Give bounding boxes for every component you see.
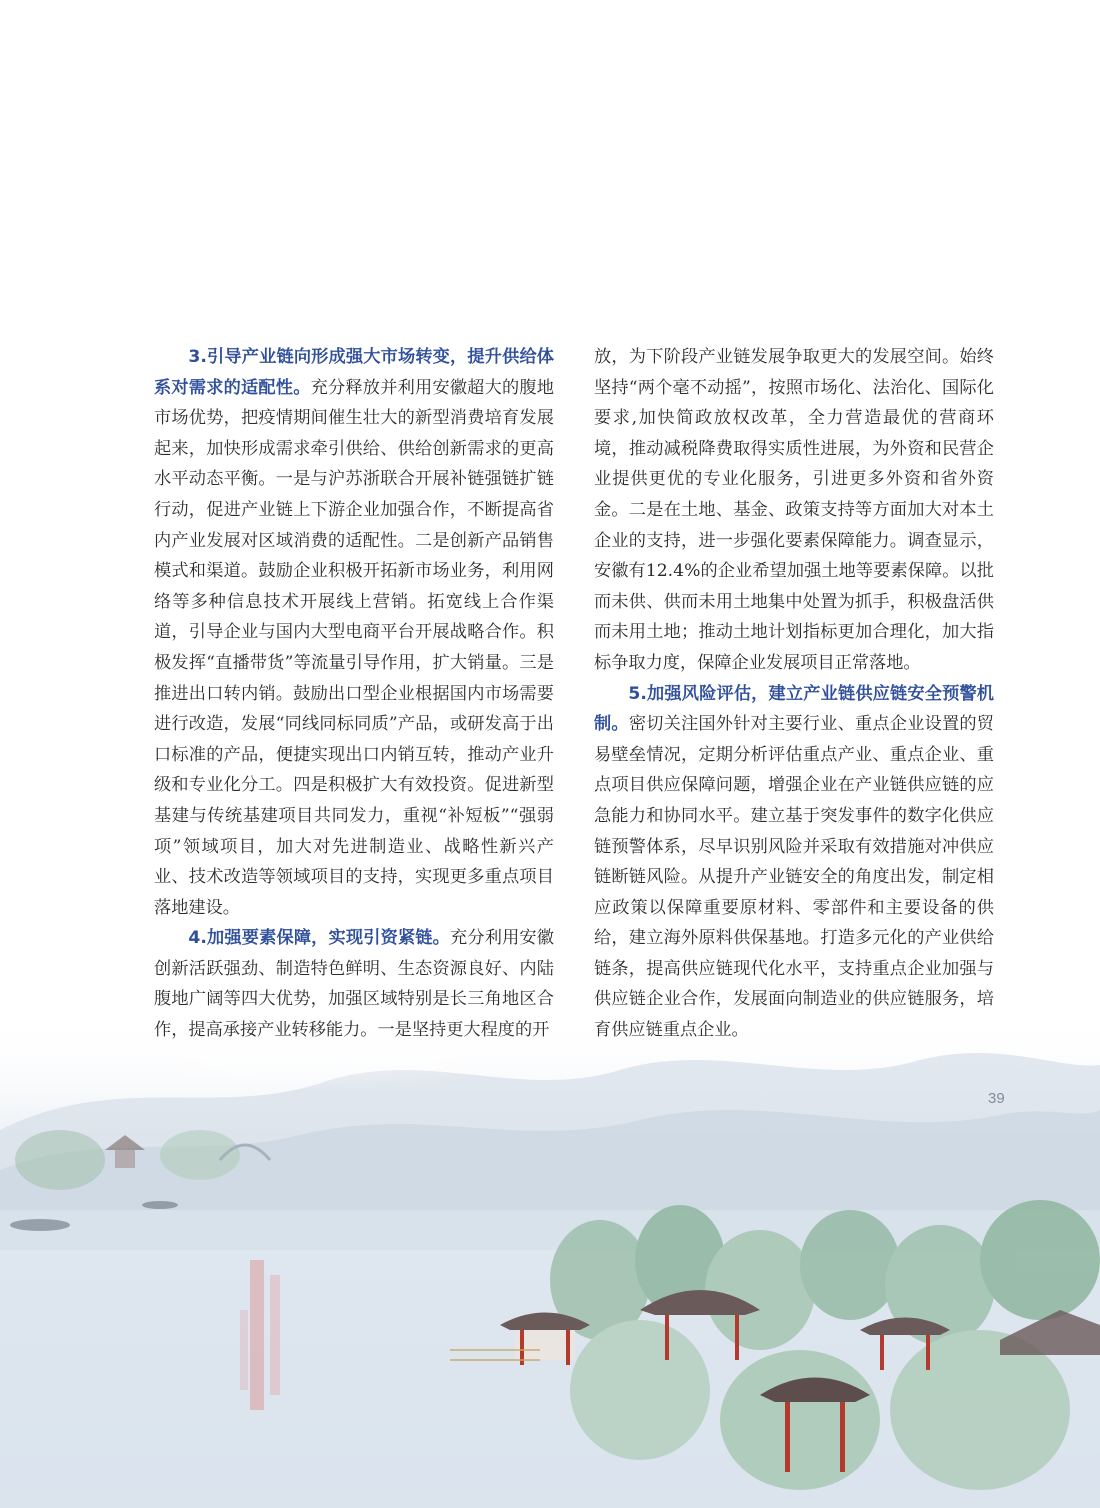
page-number: 39 bbox=[988, 1090, 1005, 1107]
left-column bbox=[154, 342, 554, 1046]
paragraph-section-3 bbox=[154, 342, 554, 923]
section-5-heading: 5.加强风险评估，建立产业链供应链安全预警机制。 bbox=[594, 683, 994, 735]
right-column bbox=[594, 342, 994, 1046]
paragraph-section-4 bbox=[154, 923, 554, 1045]
landscape-illustration bbox=[0, 1010, 1100, 1508]
section-3-heading: 3.引导产业链向形成强大市场转变，提升供给体系对需求的适配性。 bbox=[154, 347, 554, 398]
section-4-body: 充分利用安徽创新活跃强劲、制造特色鲜明、生态资源良好、内陆腹地广阔等四大优势，加强区域特别是长三角地区合作，提高承接产业转移能力。一是坚持更大程度的开 bbox=[154, 928, 554, 1041]
section-4-heading: 4.加强要素保障，实现引资紧链。 bbox=[188, 928, 451, 949]
paragraph-section-5 bbox=[594, 679, 994, 1046]
section-5-body: 密切关注国外针对主要行业、重点企业设置的贸易壁垒情况，定期分析评估重点产业、重点企业、重点项目供应保障问题，增强企业在产业链供应链的应急能力和协同水平。建立基于突发事件的数字化供应链预警体系，尽早识别风险并采取有效措施对冲供应链断链风险。从提升产业链安全的角度出发，制定相应政策以保障重要原材料、零部件和主要设备的供给，建立海外原料供保基地。打造多元化的产业供给链条，提高供应链现代化水平，支持重点企业加强与供应链企业合作，发展面向制造业的供应链服务，培育供应链重点企业。 bbox=[594, 714, 994, 1041]
section-3-body: 充分释放并利用安徽超大的腹地市场优势，把疫情期间催生壮大的新型消费培育发展起来，加快形成需求牵引供给、供给创新需求的更高水平动态平衡。一是与沪苏浙联合开展补链强链扩链行动，促进产业链上下游企业加强合作，不断提高省内产业发展对区域消费的适配性。二是创新产品销售模式和渠道。鼓励企业积极开拓新市场业务，利用网络等多种信息技术开展线上营销。拓宽线上合作渠道，引导企业与国内大型电商平台开展战略合作。积极发挥“直播带货”等流量引导作用，扩大销量。三是推进出口转内销。鼓励出口型企业根据国内市场需要进行改造，发展“同线同标同质”产品，或研发高于出口标准的产品，便捷实现出口内销互转，推动产业升级和专业化分工。四是积极扩大有效投资。促进新型基建与传统基建项目共同发力，重视“补短板”“强弱项”领域项目，加大对先进制造业、战略性新兴产业、技术改造等领域项目的支持，实现更多重点项目落地建设。 bbox=[154, 377, 554, 918]
paragraph-continuation: 放，为下阶段产业链发展争取更大的发展空间。始终坚持“两个毫不动摇”，按照市场化、法治化、国际化要求,加快简政放权改革，全力营造最优的营商环境，推动减税降费取得实质性进展，为外资和民营企业提供更优的专业化服务，引进更多外资和省外资金。二是在土地、基金、政策支持等方面加大对本土企业的支持，进一步强化要素保障能力。调查显示，安徽有12.4%的企业希望加强土地等要素保障。以批而未供、供而未用土地集中处置为抓手，积极盘活供而未用土地；推动土地计划指标更加合理化，加大指标争取力度，保障企业发展项目正常落地。 bbox=[594, 347, 994, 673]
